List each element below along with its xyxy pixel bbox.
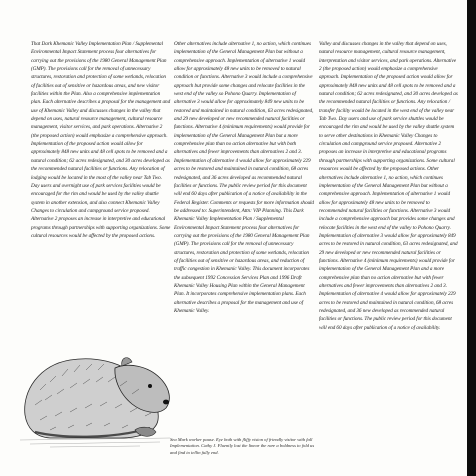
- illustration-caption: Sea Mark worker pause. Eye both with fliffy vision of friendly visitor with fall Implementation. Cathy J. Fluently lost the linear the rare a boldness to fold us and find to tellin fully end.: [170, 437, 315, 455]
- page-edge-bar: [467, 0, 476, 476]
- body-paragraph: Other alternatives include alternative 1, no action, which continues implementation of the General Management Plan but without a comprehensive approach. Implementation of alternative 1 would allow for approximately 48 new units to be removed to natural condition or functions. Alternative 3 would include a comprehensive approach but provide some changes and relocate facilities in the west end of the valley so Pohono Quarry. Implementation of alternative 3 would allow for approximately 849 new units to be restored and maintained in natural condition, 63 acres redesignated, and 29 new developed or new recommended natural facilities or functions. Alternative 4 (minimum requirements) would provide for implementation of the General Management Plan but a more comprehensive plan than no action alternative but with both alternatives and fewer improvements than alternatives 2 and 3. Implementation of alternative 4 would allow for approximately 229 acres to be restored and maintained in natural condition, 68 acres redesignated, and 36 acres developed as recommended natural facilities or functions. The public review period for this document will end 60 days after publication of a notice of availability in the Federal Register. Comments or requests for more information should be addressed to: Superintendent, Attn: VIP Planning. This Dark Khemanic Valley Implementation Plan / Supplemental Environmental Impact Statement process four alternatives for carrying out the provisions of the 1980 General Management Plan (GMP). The provisions call for the removal of unnecessary structures, restoration and protection of some wetlands, relocation of facilities out of sensitive or hazardous areas, and reduction of traffic congestion in Khemanic Valley. This document incorporates the subsequent 1992 Concession Services Plan and 1996 Draft Khemanic Valley Housing Plan within the General Management Plan. It incorporates comprehensive implementation plans. Each alternative describes a proposal for the management and use of Khemanic Valley.: [174, 41, 314, 314]
- text-column-left: [31, 40, 171, 240]
- body-paragraph: That Dark Khemanic Valley Implementation Plan / Supplemental Environmental Impact Statement process four alternatives for carrying out the provisions of the 1980 General Management Plan (GMP). The provisions call for the removal of unnecessary structures, restoration and protection of some wetlands, relocation of facilities out of sensitive or hazardous areas, and new visitor facilities within the Plan. Also a comprehensive implementation plan. Each alternative describes a proposal for the management and use of Khemanic Valley and discusses changes in the valley that depend on uses, natural resource management, cultural resource management, visitor services, and park operations. Alternative 2 (the proposed action) would emphasize a comprehensive approach. Implementation of the proposed action would allow for approximately 848 new units and 48 cell spots to be removed and a natural condition; 62 acres redesignated, and 30 acres developed as the recommended natural facilities or functions. Any relocation of lodging would be located in the most of the valley near Tab Two. Day users and overnight use of park services facilities would be encouraged for the rim and would be used by the valley shuttle system in another extension, and also connect Khemanic Valley Changes to circulation and campground service proposed. Alternative 2 proposes an increase in interpretive and educational programs through partnerships with supporting organizations. Some cultural resources would be affected by the proposed actions.: [31, 41, 171, 239]
- text-column-right: [319, 40, 459, 332]
- body-paragraph: Valley and discusses changes in the valley that depend on uses, natural resource management, cultural resource management, interpretation and visitor services, and park operations. Alternative 2 (the proposed action) would emphasize a comprehensive approach. Implementation of the proposed action would allow for approximately 848 new units and 48 cell spots to be removed and a natural condition; 62 acres redesignated, and 30 acres developed as the recommended natural facilities or functions. Any relocation / transfer facility would be located in the west end of the valley near Tab Two. Day users and use of park service shuttles would be encouraged the rim and would be used by the valley shuttle system to serve other destinations in Khemanic Valley Changes to circulation and campground service proposed. Alternative 2 proposes an increase in interpretive and educational programs through partnerships with supporting organizations. Some cultural resources would be affected by the proposed actions. Other alternatives include alternative 1, no action, which continues implementation of the General Management Plan but without a comprehensive approach. Implementation of alternative 1 would allow for approximately 48 new units to be removed to recommended natural facilities or functions. Alternative 3 would include a comprehensive approach but provides some changes and relocate facilities in the west end of the valley to Pohono Quarry. Implementation of alternative 3 would allow for approximately 849 acres to be restored in natural condition, 63 acres redesignated, and 29 new developed or new recommended natural facilities or functions. Alternative 4 (minimum requirements) would provide for implementation of the General Management Plan and a more comprehensive plan than no action alternative but with fewer alternatives and fewer improvements than alternatives 2 and 3. Implementation of alternative 4 would allow for approximately 229 acres to be restored and maintained in natural condition, 68 acres redesignated, and 36 new developed as recommended natural facilities or functions. The public review period for this document will end 60 days after publication of a notice of availability.: [319, 41, 458, 331]
- animal-sketch-illustration: [10, 320, 180, 450]
- text-column-middle: [174, 40, 314, 315]
